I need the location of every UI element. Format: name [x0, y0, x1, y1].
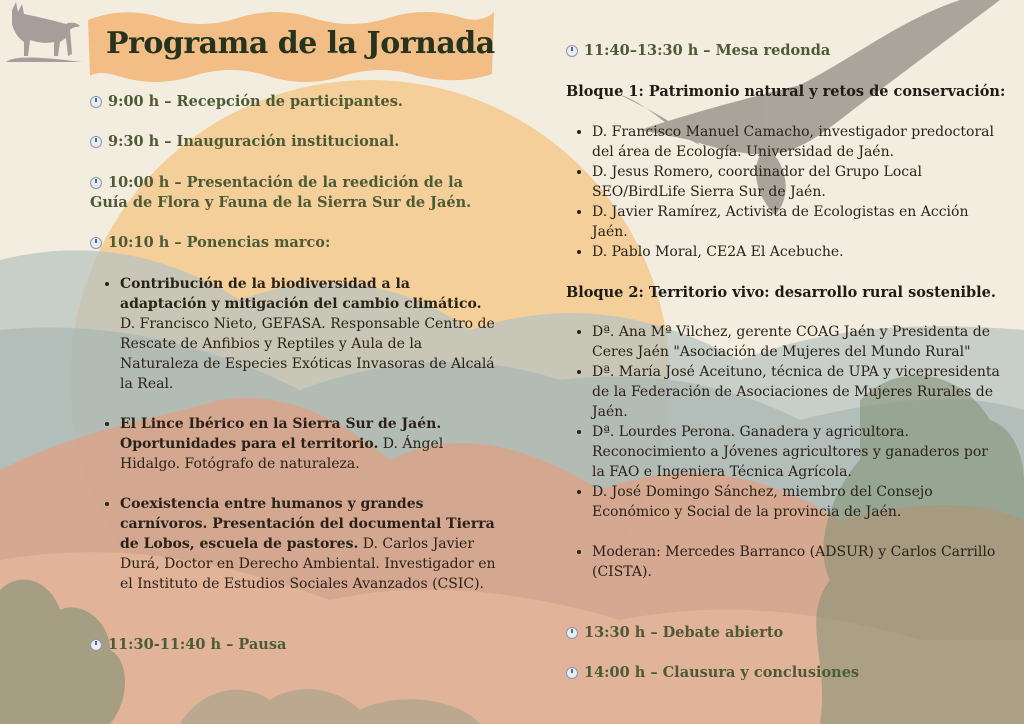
schedule-item: 10:00 h – Presentación de la reedición de la — [90, 174, 463, 191]
bloque2-list — [570, 322, 1000, 582]
title-banner — [88, 6, 494, 88]
ponencias-list — [98, 274, 498, 594]
list-item: • Contribución de la biodiversidad a la adaptación y mitigación del cambio climático. D. Francisco Nieto, GEFASA. Responsable Centro de Rescate de Anfibios y Reptiles y Aula de la Naturaleza de Especies Exóticas Invasoras de Alcalá la Real. — [120, 274, 498, 394]
section-heading: Bloque 2: Territorio vivo: desarrollo rural sostenible. — [566, 284, 996, 301]
bloque1-list — [570, 122, 1000, 262]
list-item: • D. Jesus Romero, coordinador del Grupo Local SEO/BirdLife Sierra Sur de Jaén. — [592, 162, 1000, 202]
schedule-item: 14:00 h – Clausura y conclusiones — [566, 664, 859, 681]
list-item: • Dª. María José Aceituno, técnica de UPA y vicepresidenta de la Federación de Asociaciones de Mujeres Rurales de Jaén. — [592, 362, 1000, 422]
schedule-item: 11:40–13:30 h – Mesa redonda — [566, 42, 830, 59]
schedule-item: 9:30 h – Inauguración institucional. — [90, 133, 399, 150]
schedule-item: 10:10 h – Ponencias marco: — [90, 234, 330, 251]
list-item: • El Lince Ibérico en la Sierra Sur de Jaén. Oportunidades para el territorio. D. Ángel Hidalgo. Fotógrafo de naturaleza. — [120, 414, 498, 474]
schedule-item-continuation: Guía de Flora y Fauna de la Sierra Sur de Jaén. — [90, 194, 472, 211]
clock-icon — [566, 627, 578, 639]
list-item: • D. Javier Ramírez, Activista de Ecologistas en Acción Jaén. — [592, 202, 1000, 242]
clock-icon — [90, 639, 102, 651]
schedule-item: 11:30-11:40 h – Pausa — [90, 636, 286, 653]
clock-icon — [566, 45, 578, 57]
clock-icon — [90, 136, 102, 148]
list-item: • Dª. Lourdes Perona. Ganadera y agricultora. Reconocimiento a Jóvenes agricultores y ganaderos por la FAO e Ingeniera Técnica Agrícola. — [592, 422, 1000, 482]
list-item: • D. Francisco Manuel Camacho, investigador predoctoral del área de Ecología. Universidad de Jaén. — [592, 122, 1000, 162]
section-heading: Bloque 1: Patrimonio natural y retos de conservación: — [566, 83, 1006, 100]
schedule-item: 9:00 h – Recepción de participantes. — [90, 93, 403, 110]
list-item: • Dª. Ana Mª Vilchez, gerente COAG Jaén y Presidenta de Ceres Jaén "Asociación de Mujeres del Mundo Rural" — [592, 322, 1000, 362]
clock-icon — [566, 667, 578, 679]
list-item: • Coexistencia entre humanos y grandes carnívoros. Presentación del documental Tierra de Lobos, escuela de pastores. D. Carlos Javier Durá, Doctor en Derecho Ambiental. Investigador en el Instituto de Estudios Sociales Avanzados (CSIC). — [120, 494, 498, 594]
clock-icon — [90, 237, 102, 249]
page-title: Programa de la Jornada — [106, 26, 495, 61]
lynx-icon — [4, 2, 84, 64]
clock-icon — [90, 177, 102, 189]
clock-icon — [90, 96, 102, 108]
schedule-item: 13:30 h – Debate abierto — [566, 624, 783, 641]
list-item: • D. Pablo Moral, CE2A El Acebuche. — [592, 242, 1000, 262]
list-item: • D. José Domingo Sánchez, miembro del Consejo Económico y Social de la provincia de Jaén. — [592, 482, 1000, 522]
list-item: • Moderan: Mercedes Barranco (ADSUR) y Carlos Carrillo (CISTA). — [592, 542, 1000, 582]
